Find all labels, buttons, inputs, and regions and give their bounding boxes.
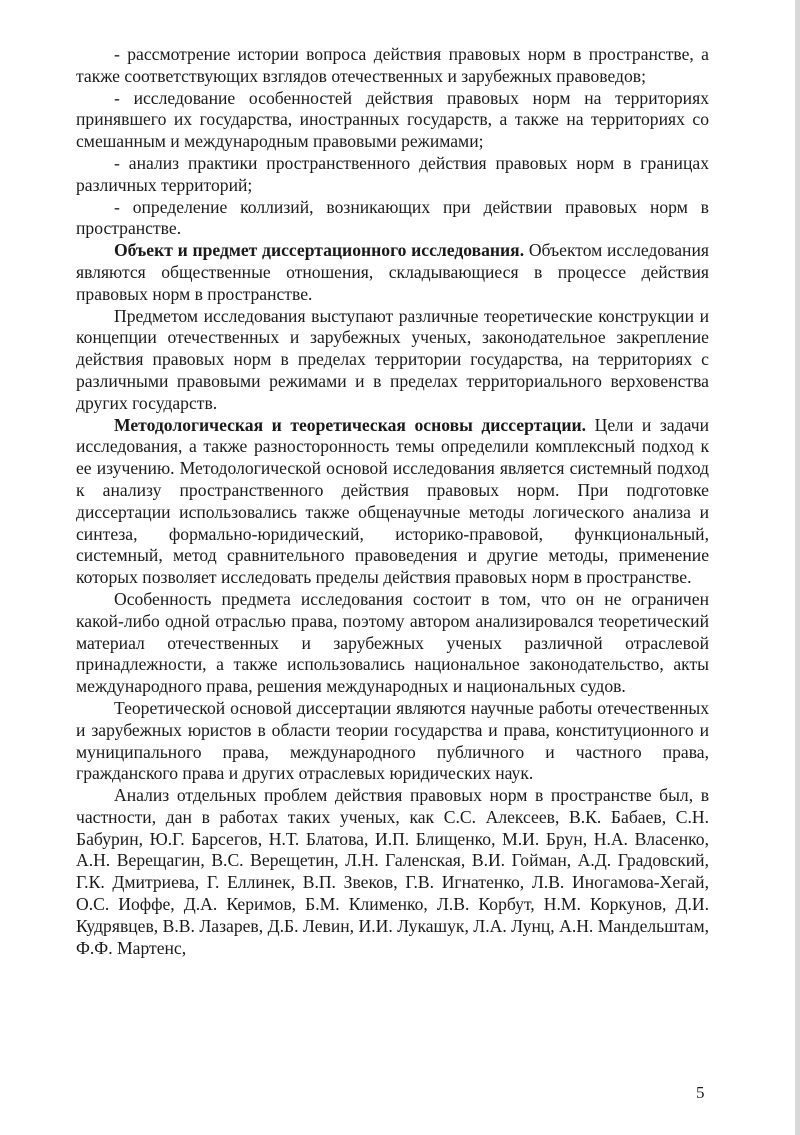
paragraph: Предметом исследования выступают различные теоретические конструкции и концепции отечественных и зарубежных ученых, законодательное закрепление действия правовых норм в пределах территории государства, на территориях с различными правовыми режимами и в пределах территориального верховенства других государств. [76,305,709,413]
paragraph: - рассмотрение истории вопроса действия правовых норм в пространстве, а также соответствующих взглядов отечественных и зарубежных правоведов; [76,44,709,86]
paragraph: Методологическая и теоретическая основы диссертации. Цели и задачи исследования, а также разносторонность темы определили комплексный подход к ее изучению. Методологической основой исследования является системный подход к анализу пространственного действия правовых норм. При подготовке диссертации использовались также общенаучные методы логического анализа и синтеза, формально-юридический, историко-правовой, функциональный, системный, метод сравнительного правоведения и другие методы, применение которых позволяет исследовать пределы действия правовых норм в пространстве. [76,414,709,588]
paragraph: Теоретической основой диссертации являются научные работы отечественных и зарубежных юристов в области теории государства и права, конституционного и муниципального права, международного публичного и частного права, гражданского права и других отраслевых юридических наук. [76,697,709,784]
page-number: 5 [696,1083,705,1102]
paragraph: - исследование особенностей действия правовых норм на территориях принявшего их государства, иностранных государств, а также на территориях со смешанным и международным правовыми режимами; [76,87,709,152]
paragraph: - анализ практики пространственного действия правовых норм в границах различных территорий; [76,152,709,195]
page-edge-shadow [795,0,800,1135]
body-text [76,44,709,959]
paragraph: Особенность предмета исследования состоит в том, что он не ограничен какой-либо одной отраслью права, поэтому автором анализировался теоретический материал отечественных и зарубежных ученых различной отраслевой принадлежности, а также использовались национальное законодательство, акты международного права, решения международных и национальных судов. [76,588,709,697]
paragraph: Объект и предмет диссертационного исследования. Объектом исследования являются общественные отношения, складывающиеся в процессе действия правовых норм в пространстве. [76,240,709,304]
section-heading: Объект и предмет диссертационного исследования. [114,240,525,261]
paragraph: Анализ отдельных проблем действия правовых норм в пространстве был, в частности, дан в работах таких ученых, как С.С. Алексеев, В.К. Бабаев, С.Н. Бабурин, Ю.Г. Барсегов, Н.Т. Блатова, И.П. Блищенко, М.И. Брун, Н.А. Власенко, А.Н. Верещагин, В.С. Верещетин, Л.Н. Галенская, В.И. Гойман, А.Д. Градовский, Г.К. Дмитриева, Г. Еллинек, В.П. Звеков, Г.В. Игнатенко, Л.В. Иногамова-Хегай, О.С. Иоффе, Д.А. Керимов, Б.М. Клименко, Л.В. Корбут, Н.М. Коркунов, Д.И. Кудрявцев, В.В. Лазарев, Д.Б. Левин, И.И. Лукашук, Л.А. Лунц, А.Н. Мандельштам, Ф.Ф. Мартенс, [76,785,709,958]
section-heading: Методологическая и теоретическая основы диссертации. [114,414,587,435]
paragraph: - определение коллизий, возникающих при действии правовых норм в пространстве. [76,196,709,239]
